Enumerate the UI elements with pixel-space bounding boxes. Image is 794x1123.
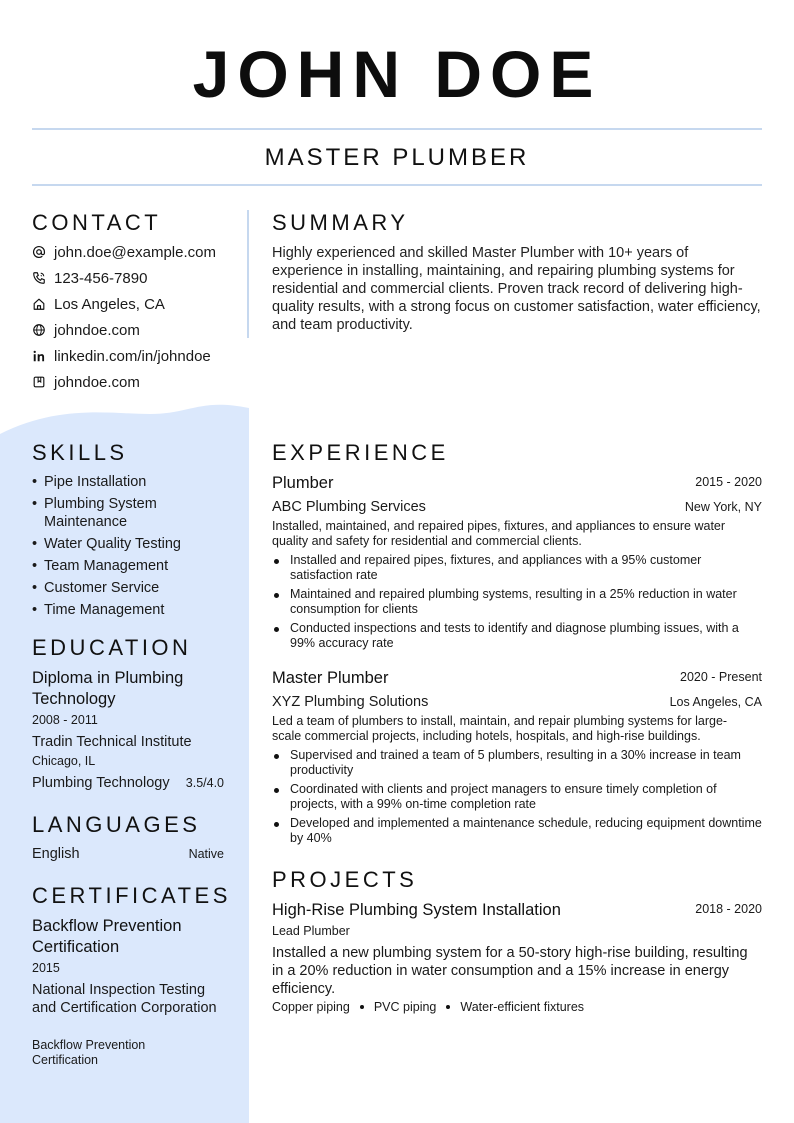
- job-location: Los Angeles, CA: [669, 695, 762, 709]
- tag-separator: [360, 1005, 364, 1009]
- education-gpa: 3.5/4.0: [185, 776, 224, 790]
- project-description: Installed a new plumbing system for a 50-story high-rise building, resulting in a 20% reduction in water consumption and a 15% increase in energy efficiency.: [272, 945, 748, 997]
- contact-portfolio-text: johndoe.com: [54, 373, 140, 391]
- project-tag: Water-efficient fixtures: [460, 1000, 585, 1014]
- at-icon: [32, 245, 46, 259]
- header-rule-top: [32, 128, 762, 130]
- header-rule-bottom: [32, 184, 762, 186]
- certificate-year: 2015: [32, 961, 60, 975]
- certificate-note: Backflow Prevention Certification: [32, 1038, 146, 1067]
- job-dates: 2020 - Present: [680, 670, 762, 684]
- skill-item: • Customer Service: [32, 579, 232, 597]
- summary-heading: SUMMARY: [272, 210, 409, 235]
- job-description: Led a team of plumbers to install, maintain, and repair plumbing systems for large-scale commercial projects, including hotels, hospitals, and high-rise buildings.: [272, 714, 728, 743]
- education-school: Tradin Technical Institute: [32, 734, 192, 750]
- projects-heading: PROJECTS: [272, 867, 418, 892]
- certificate-issuer: National Inspection Testing and Certification Corporation: [32, 982, 217, 1016]
- job-title: Master Plumber: [272, 669, 389, 687]
- contact-linkedin[interactable]: [32, 346, 211, 366]
- job-bullet: Maintained and repaired plumbing systems, resulting in a 25% reduction in water consumption for clients: [272, 587, 762, 617]
- contact-location-text: Los Angeles, CA: [54, 295, 165, 313]
- job-description: Installed, maintained, and repaired pipes, fixtures, and appliances to ensure water quality and safety for residential and commercial clients.: [272, 519, 726, 548]
- job-title: Plumber: [272, 474, 334, 492]
- contact-email[interactable]: [32, 242, 216, 262]
- phone-icon: [32, 271, 46, 285]
- project-name: High-Rise Plumbing System Installation: [272, 901, 561, 919]
- tag-separator: [446, 1005, 450, 1009]
- skill-item: • Team Management: [32, 557, 232, 575]
- language-name: English: [32, 846, 80, 862]
- skill-item: • Water Quality Testing: [32, 535, 232, 553]
- job-bullet: Developed and implemented a maintenance schedule, reducing equipment downtime by 40%: [272, 816, 762, 846]
- contact-linkedin-text: linkedin.com/in/johndoe: [54, 347, 211, 365]
- project-role: Lead Plumber: [272, 924, 350, 938]
- job-company: ABC Plumbing Services: [272, 499, 426, 515]
- home-icon: [32, 297, 46, 311]
- candidate-role: MASTER PLUMBER: [264, 144, 530, 171]
- job-location: New York, NY: [684, 500, 762, 514]
- bookmark-icon: [32, 375, 46, 389]
- contact-website-text: johndoe.com: [54, 321, 140, 339]
- certificates-heading: CERTIFICATES: [32, 883, 231, 908]
- language-level: Native: [188, 847, 224, 861]
- project-dates: 2018 - 2020: [695, 902, 762, 916]
- contact-email-text: john.doe@example.com: [54, 243, 216, 261]
- education-dates: 2008 - 2011: [32, 713, 98, 727]
- summary-text: Highly experienced and skilled Master Plumber with 10+ years of experience in installing, maintaining, and repairing plumbing systems for residential and commercial clients. Proven track record of delivering high-quality results, with a strong focus on customer satisfaction, water efficiency, and team productivity.: [272, 245, 761, 333]
- skills-heading: SKILLS: [32, 440, 128, 465]
- experience-heading: EXPERIENCE: [272, 440, 449, 465]
- job-company: XYZ Plumbing Solutions: [272, 694, 429, 710]
- job-bullet: Conducted inspections and tests to identify and diagnose plumbing issues, with a 99% accuracy rate: [272, 621, 762, 651]
- education-heading: EDUCATION: [32, 635, 192, 660]
- skill-item: • Pipe Installation: [32, 473, 232, 491]
- education-degree: Diploma in Plumbing Technology: [32, 669, 184, 708]
- contact-location: [32, 294, 165, 314]
- skill-item: • Plumbing System Maintenance: [32, 495, 212, 531]
- column-divider: [247, 210, 249, 338]
- contact-phone-text: 123-456-7890: [54, 269, 148, 287]
- job-bullet: Supervised and trained a team of 5 plumbers, resulting in a 30% increase in team productivity: [272, 748, 762, 778]
- job-bullet: Coordinated with clients and project managers to ensure timely completion of projects, with a 99% on-time completion rate: [272, 782, 762, 812]
- skill-item: • Time Management: [32, 601, 232, 619]
- project-tags: [272, 1000, 584, 1014]
- globe-icon: [32, 323, 46, 337]
- candidate-name: JOHN DOE: [192, 37, 602, 111]
- linkedin-icon: [32, 349, 46, 363]
- education-field: Plumbing Technology: [32, 775, 170, 791]
- education-location: Chicago, IL: [32, 754, 96, 768]
- contact-website[interactable]: [32, 320, 140, 340]
- project-tag: PVC piping: [373, 1000, 437, 1014]
- certificate-name: Backflow Prevention Certification: [32, 917, 182, 956]
- contact-heading: CONTACT: [32, 210, 162, 235]
- contact-portfolio[interactable]: [32, 372, 140, 392]
- project-tag: Copper piping: [272, 1000, 350, 1014]
- job-bullet: Installed and repaired pipes, fixtures, and appliances with a 95% customer satisfaction rate: [272, 553, 762, 583]
- job-dates: 2015 - 2020: [695, 475, 762, 489]
- contact-phone[interactable]: [32, 268, 147, 288]
- languages-heading: LANGUAGES: [32, 812, 201, 837]
